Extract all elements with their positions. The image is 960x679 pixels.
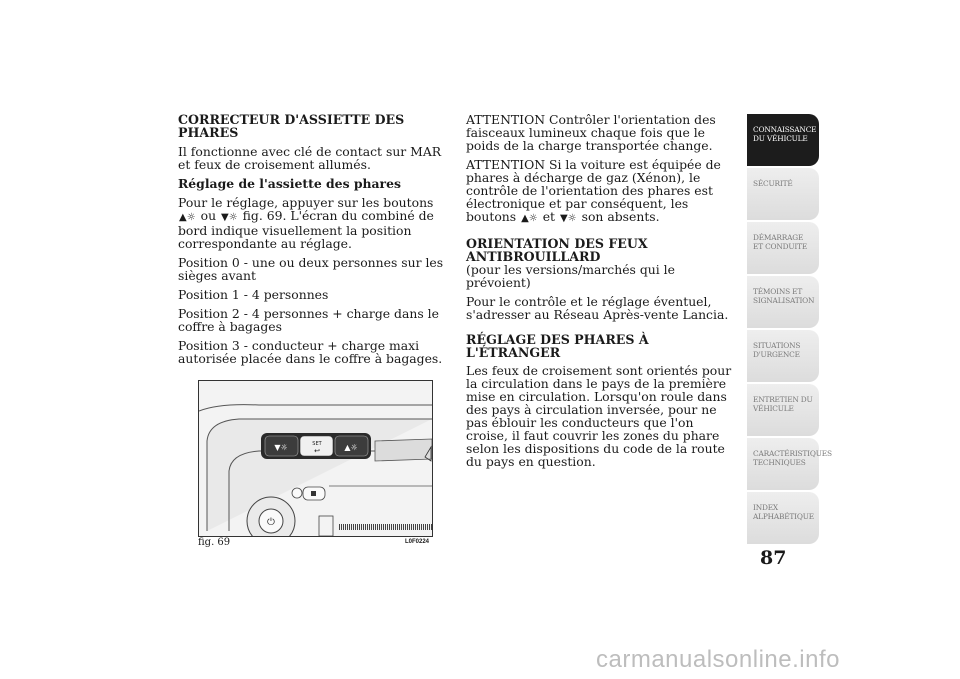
tab-demarrage-et-conduite[interactable]: DÉMARRAGE ET CONDUITE bbox=[747, 222, 819, 274]
right-column bbox=[466, 113, 736, 474]
position-2: Position 2 - 4 personnes + charge dans le coffre à bagages bbox=[178, 306, 439, 334]
svg-text:↩: ↩ bbox=[314, 447, 320, 455]
paragraph-conditions: Il fonctionne avec clé de contact sur MAR et feux de croisement allumés. bbox=[178, 144, 442, 172]
position-1: Position 1 - 4 personnes bbox=[178, 287, 329, 302]
left-column bbox=[178, 113, 444, 371]
subheading-reglage: Réglage de l'assiette des phares bbox=[178, 176, 401, 191]
figure-69 bbox=[198, 380, 431, 548]
paragraph-reglage: Pour le réglage, appuyer sur les boutons ▲☼ ou ▼☼ fig. 69. L'écran du combiné de bord indique visuellement la position correspondante au réglage. bbox=[178, 195, 434, 251]
tab-connaissance-du-vehicule[interactable]: CONNAISSANCE DU VÉHICULE bbox=[747, 114, 819, 166]
section-heading-assiette: CORRECTEUR D'ASSIETTE DES PHARES bbox=[178, 112, 405, 140]
headlight-down-icon: ▼☼ bbox=[221, 212, 238, 223]
headlight-up-icon: ▲☼ bbox=[521, 213, 538, 224]
figure-caption: fig. 69 bbox=[198, 537, 231, 548]
chapter-tabs bbox=[747, 114, 832, 546]
section-heading-antibrouillard: ORIENTATION DES FEUX ANTIBROUILLARD bbox=[466, 236, 648, 264]
set-button-label: SET bbox=[312, 441, 322, 447]
tab-index-alphabetique[interactable]: INDEX ALPHABÉTIQUE bbox=[747, 492, 819, 544]
attention-2: ATTENTION Si la voiture est équipée de phares à décharge de gaz (Xénon), le contrôle de l'orientation des phares est électronique et par conséquent, les boutons ▲☼ et ▼☼ son absents. bbox=[466, 157, 721, 224]
svg-text:⏻: ⏻ bbox=[267, 517, 275, 528]
fog-paragraph: Pour le contrôle et le réglage éventuel, s'adresser au Réseau Après-vente Lancia. bbox=[466, 294, 729, 322]
abroad-paragraph: Les feux de croisement sont orientés pour la circulation dans le pays de la première mise en circulation. Lorsqu'on roule dans des pays à circulation inversée, pour ne pas éblouir les conducteurs que l'on croise, il faut couvrir les zones du phare selon les dispositions du code de la route du pays en question. bbox=[466, 363, 732, 469]
tab-situations-d-urgence[interactable]: SITUATIONS D'URGENCE bbox=[747, 330, 819, 382]
tab-temoins-et-signalisation[interactable]: TÉMOINS ET SIGNALISATION bbox=[747, 276, 819, 328]
fog-note: (pour les versions/marchés qui le prévoient) bbox=[466, 262, 675, 290]
position-3: Position 3 - conducteur + charge maxi autorisée placée dans le coffre à bagages. bbox=[178, 338, 443, 366]
attention-1: ATTENTION Contrôler l'orientation des faisceaux lumineux chaque fois que le poids de la charge transportée change. bbox=[466, 112, 716, 153]
dashboard-drawing bbox=[199, 381, 432, 536]
headlight-down-icon: ▼☼ bbox=[559, 213, 577, 224]
section-heading-etranger: RÉGLAGE DES PHARES À L'ÉTRANGER bbox=[466, 332, 649, 360]
tab-entretien-du-vehicule[interactable]: ENTRETIEN DU VÉHICULE bbox=[747, 384, 819, 436]
page-number: 87 bbox=[760, 547, 787, 569]
position-0: Position 0 - une ou deux personnes sur les sièges avant bbox=[178, 255, 444, 283]
tab-securite[interactable]: SÉCURITÉ bbox=[747, 168, 819, 220]
up-button-glyph: ▲☼ bbox=[344, 443, 358, 452]
down-button-glyph: ▼☼ bbox=[274, 443, 288, 452]
tab-caracteristiques-techniques[interactable]: CARACTÉRISTIQUES TECHNIQUES bbox=[747, 438, 819, 490]
watermark: carmanualsonline.info bbox=[596, 646, 840, 673]
headlight-up-icon: ▲☼ bbox=[179, 212, 196, 223]
dashboard-illustration bbox=[198, 380, 433, 537]
figure-code: L0F0224 bbox=[404, 539, 429, 545]
